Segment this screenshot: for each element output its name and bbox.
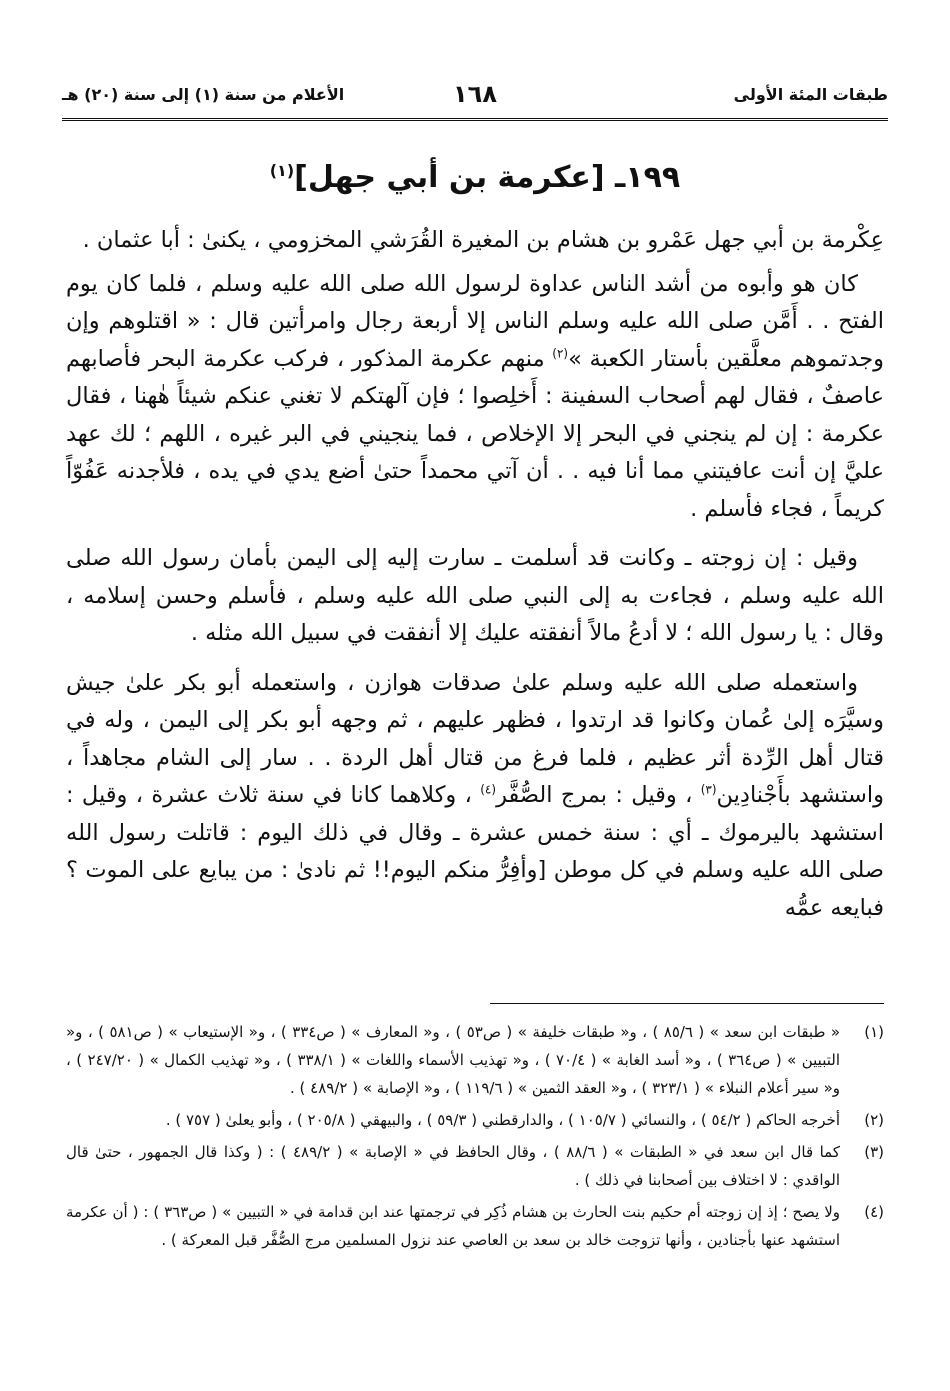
footnote-text: ولا يصح ؛ إذ إن زوجته أم حكيم بنت الحارث بن هشام ذُكِر في ترجمتها عند ابن قدامة في « التبيين » ( ص٣٦٣ ) : ( أن عكرمة استشهد عنها بأجنادين ، وأنها تزوجت خالد بن سعد بن العاصي عند نزول المسلمين مرج الصُّفَّر قبل المعركة ) . [66,1203,840,1249]
footnote [66,1106,884,1134]
book-title: طبقات المئة الأولى [733,84,888,104]
paragraph-text: كان هو وأبوه من أشد الناس عداوة لرسول الله صلى الله عليه وسلم ، فلما كان يوم الفتح . . أَمَّن صلى الله عليه وسلم الناس إلا أربعة رجال وامرأتين قال : « اقتلوهم وإن وجدتموهم معلَّقين بأستار الكعبة » [66,270,884,372]
paragraph-wife: وقيل : إن زوجته ـ وكانت قد أسلمت ـ سارت إليه إلى اليمن بأمان رسول الله صلى الله عليه وسلم ، فجاءت به إلى النبي صلى الله عليه وسلم ، فأسلم وحسن إسلامه ، وقال : يا رسول الله ؛ لا أدعُ مالاً أنفقته عليك إلا أنفقت في سبيل الله مثله . [66,545,884,646]
paragraph-conversion [66,266,884,529]
entry-footnote-ref: (١) [269,161,295,180]
volume-range: الأعلام من سنة (١) إلى سنة (٢٠) هـ [62,84,345,104]
footnote-number: (٣) [864,1143,884,1161]
footnote [66,1138,884,1194]
page-number: ١٦٨ [453,80,497,108]
footnote-rule [490,1003,884,1004]
footnote-text: كما قال ابن سعد في « الطبقات » ( ٨٨/٦ ) ، وقال الحافظ في « الإصابة » ( ٤٨٩/٢ ) : ( وكذا قال الجمهور ، حتىٰ قال الواقدي : لا اختلاف بين أصحابنا في ذلك ) . [66,1143,840,1189]
entry-title-text: ١٩٩ـ [عكرمة بن أبي جهل] [294,160,681,195]
footnote [66,1018,884,1102]
paragraph-text: واستعمله صلى الله عليه وسلم علىٰ صدقات هوازن ، واستعمله أبو بكر علىٰ جيش وسيَّرَه إلىٰ عُمان وكانوا قد ارتدوا ، فظهر عليهم ، ثم وجهه أبو بكر إلى اليمن ، وله في قتال أهل الرِّدة أثر عظيم ، فلما فرغ من قتال أهل الردة . . سار إلى الشام مجاهداً ، واستشهد بأَجْنادِين [66,669,884,808]
footnotes [66,1018,884,1258]
running-header [62,78,888,110]
footnote-number: (٢) [864,1111,884,1129]
footnote-number: (٤) [864,1203,884,1221]
header-rule [62,118,888,121]
entry-title [62,160,888,195]
entry-body [66,222,884,939]
footnote-text: « طبقات ابن سعد » ( ٨٥/٦ ) ، و« طبقات خليفة » ( ص٥٣ ) ، و« المعارف » ( ص٣٣٤ ) ، و« الإستيعاب » ( ص٥٨١ ) ، و« التبيين » ( ص٣٦٤ ) ، و« أسد الغابة » ( ٧٠/٤ ) ، و« تهذيب الأسماء واللغات » ( ٣٣٨/١ ) ، و« تهذيب الكمال » ( ٢٤٧/٢٠ ) ، و« سير أعلام النبلاء » ( ٣٢٣/١ ) ، و« العقد الثمين » ( ١١٩/٦ ) ، و« الإصابة » ( ٤٨٩/٢ ) . [66,1023,841,1097]
paragraph-service [66,665,884,928]
paragraph-text: منهم عكرمة المذكور ، فركب عكرمة البحر فأصابهم عاصفٌ ، فقال لهم أصحاب السفينة : أَخلِصوا ؛ فإن آلهتكم لا تغني عنكم شيئاً هٰهنا ، فقال عكرمة : إن لم ينجني في البحر إلا الإخلاص ، فما ينجيني في البر غيره ، اللهم ؛ لك عهد عليَّ إن أنت عافيتني مما أنا فيه . . أن آتي محمداً حتىٰ أضع يدي في يده ، فلأجدنه عَفُوّاً كريماً ، فجاء فأسلم . [66,345,884,522]
footnote-number: (١) [864,1023,884,1041]
footnote [66,1198,884,1254]
paragraph-name: عِكْرمة بن أبي جهل عَمْرو بن هشام بن المغيرة القُرَشي المخزومي ، يكنىٰ : أبا عثمان . [82,227,884,253]
footnote-ref: (٢) [552,346,569,360]
paragraph-text: ، وقيل : بمرج الصُّفَّر [496,782,701,808]
footnote-ref: (٣) [700,782,717,797]
paragraph-text: ، وكلاهما كانا في سنة ثلاث عشرة ، وقيل : استشهد باليرموك ـ أي : سنة خمس عشرة ـ وقال في ذلك اليوم : قاتلت رسول الله صلى الله عليه وسلم في كل موطن [وأفِرُّ منكم اليوم!! ثم نادىٰ : من يبايع على الموت ؟ فبايعه عمُّه [66,782,884,921]
footnote-ref: (٤) [480,782,497,797]
footnote-text: أخرجه الحاكم ( ٥٤/٢ ) ، والنسائي ( ١٠٥/٧ ) ، والدارقطني ( ٥٩/٣ ) ، والبيهقي ( ٢٠٥/٨ ) ، وأبو يعلىٰ ( ٧٥٧ ) . [165,1111,840,1129]
